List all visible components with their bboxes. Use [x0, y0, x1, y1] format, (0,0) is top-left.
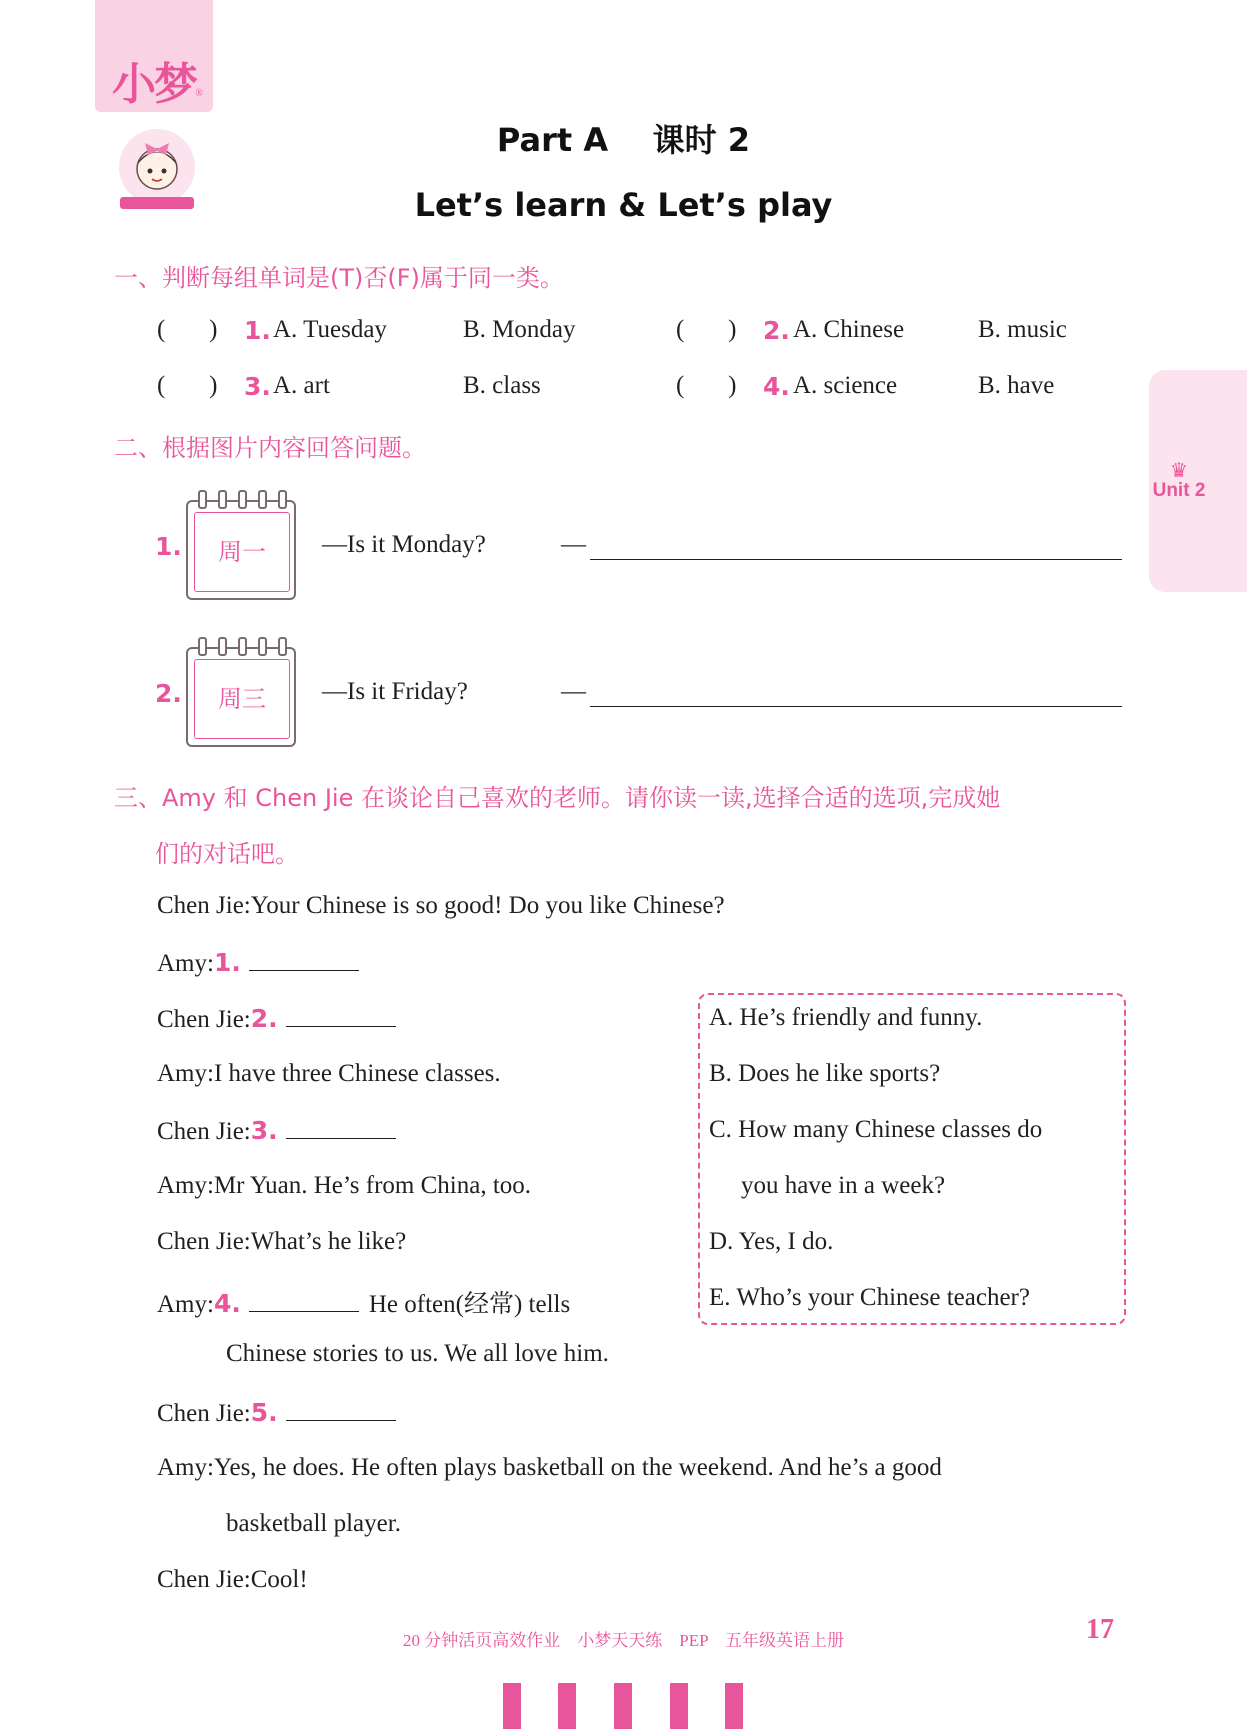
- speaker: Chen Jie:: [157, 1228, 251, 1255]
- dialogue-line-5: [157, 1116, 396, 1146]
- footer-bar: [503, 1683, 521, 1729]
- blank-line-4[interactable]: [249, 1289, 359, 1312]
- s2-question-2: —Is it Friday?: [322, 678, 468, 705]
- speaker: Amy:: [157, 1060, 214, 1087]
- s1-item-1-b: B. Monday: [463, 316, 576, 343]
- option-e: E. Who’s your Chinese teacher?: [709, 1284, 1030, 1311]
- s1-item-2-num: 2.: [763, 316, 790, 345]
- lesson-title: Part A 课时 2: [496, 121, 751, 159]
- blank-number: 4.: [213, 1289, 241, 1318]
- option-d: D. Yes, I do.: [709, 1228, 834, 1255]
- dialogue-text: Cool!: [250, 1566, 308, 1593]
- dialogue-line-10-cont: basketball player.: [226, 1510, 401, 1537]
- speaker: Chen Jie:: [157, 892, 251, 919]
- s1-item-2-paren[interactable]: ( ): [676, 316, 737, 343]
- s1-item-4-num: 4.: [763, 372, 790, 401]
- dialogue-line-1: [157, 892, 725, 920]
- speaker: Chen Jie:: [157, 1566, 251, 1593]
- dialogue-text: Mr Yuan. He’s from China, too.: [213, 1172, 532, 1199]
- page-number: 17: [1086, 1614, 1114, 1645]
- blank-line-1[interactable]: [249, 948, 359, 971]
- option-b: B. Does he like sports?: [709, 1060, 941, 1087]
- dialogue-line-2: [157, 948, 359, 978]
- s1-item-4-paren[interactable]: ( ): [676, 372, 737, 399]
- footer-bar: [614, 1683, 632, 1729]
- speaker: Chen Jie:: [157, 1400, 251, 1427]
- s1-item-2-b: B. music: [978, 316, 1067, 343]
- footer-bar: [558, 1683, 576, 1729]
- s2-answer-dash-2: —: [561, 678, 586, 705]
- s1-item-3-a: A. art: [273, 372, 330, 399]
- dialogue-text: He often(经常) tells: [368, 1291, 571, 1318]
- blank-line-2[interactable]: [286, 1004, 396, 1027]
- option-c-cont: you have in a week?: [741, 1172, 946, 1199]
- unit-side-tab: [1149, 370, 1247, 592]
- lesson-subtitle: Let’s learn & Let’s play: [414, 186, 833, 224]
- blank-number: 5.: [250, 1398, 278, 1427]
- footer-text: 20 分钟活页高效作业 小梦天天练 PEP 五年级英语上册: [403, 1631, 844, 1650]
- s1-item-4-b: B. have: [978, 372, 1055, 399]
- dialogue-line-9: [157, 1398, 396, 1428]
- s1-item-3-num: 3.: [244, 372, 271, 401]
- speaker: Amy:: [157, 1454, 214, 1481]
- dialogue-line-8-cont: Chinese stories to us. We all love him.: [226, 1340, 609, 1367]
- blank-number: 1.: [213, 948, 241, 977]
- s2-answer-line-2[interactable]: [590, 678, 1122, 707]
- option-c: C. How many Chinese classes do: [709, 1116, 1043, 1143]
- dialogue-text: I have three Chinese classes.: [213, 1060, 501, 1087]
- s1-item-4-a: A. science: [793, 372, 898, 399]
- section-1-heading: 一、判断每组单词是(T)否(F)属于同一类。: [114, 264, 564, 292]
- section-3-heading-line-2: 们的对话吧。: [155, 840, 299, 868]
- dialogue-text: Your Chinese is so good! Do you like Chinese?: [250, 892, 725, 919]
- registered-mark: ®: [195, 88, 203, 99]
- calendar-rings-icon: [190, 490, 290, 510]
- s1-item-1-num: 1.: [244, 316, 271, 345]
- crown-icon: ♛: [1170, 460, 1188, 482]
- dialogue-line-3: [157, 1004, 396, 1034]
- dialogue-line-4: [157, 1060, 501, 1088]
- s2-answer-dash-1: —: [561, 531, 586, 558]
- speaker: Amy:: [157, 1291, 214, 1318]
- footer-bar: [725, 1683, 743, 1729]
- section-2-heading: 二、根据图片内容回答问题。: [114, 434, 426, 462]
- dialogue-text: Yes, he does. He often plays basketball on the weekend. And he’s a good: [213, 1454, 942, 1481]
- speaker: Chen Jie:: [157, 1006, 251, 1033]
- unit-label: Unit 2: [1152, 480, 1206, 501]
- s1-item-3-b: B. class: [463, 372, 541, 399]
- section-3-heading-line-1: 三、Amy 和 Chen Jie 在谈论自己喜欢的老师。请你读一读,选择合适的选项,完成她: [114, 784, 1001, 812]
- speaker: Amy:: [157, 950, 214, 977]
- s2-item-1-num: 1.: [155, 532, 182, 561]
- blank-number: 3.: [250, 1116, 278, 1145]
- s2-item-2-num: 2.: [155, 679, 182, 708]
- speaker: Chen Jie:: [157, 1118, 251, 1145]
- dialogue-line-8: [157, 1284, 570, 1320]
- brand-logo-tab: [95, 0, 213, 112]
- s1-item-1-a: A. Tuesday: [273, 316, 387, 343]
- blank-line-5[interactable]: [286, 1398, 396, 1421]
- calendar-label: 周一: [194, 512, 290, 592]
- s1-item-3-paren[interactable]: ( ): [157, 372, 218, 399]
- options-box: [698, 993, 1126, 1325]
- footer-bar: [670, 1683, 688, 1729]
- dialogue-text: What’s he like?: [250, 1228, 407, 1255]
- s1-item-2-a: A. Chinese: [793, 316, 905, 343]
- s1-item-1-paren[interactable]: ( ): [157, 316, 218, 343]
- dialogue-line-10: [157, 1454, 1137, 1482]
- calendar-label: 周三: [194, 659, 290, 739]
- dialogue-line-6: [157, 1172, 531, 1200]
- blank-number: 2.: [250, 1004, 278, 1033]
- calendar-monday: [186, 490, 294, 598]
- dialogue-line-7: [157, 1228, 406, 1256]
- blank-line-3[interactable]: [286, 1116, 396, 1139]
- brand-logo: 小梦: [112, 59, 196, 110]
- calendar-wednesday: [186, 637, 294, 745]
- calendar-rings-icon: [190, 637, 290, 657]
- speaker: Amy:: [157, 1172, 214, 1199]
- dialogue-line-11: [157, 1566, 308, 1594]
- s2-answer-line-1[interactable]: [590, 531, 1122, 560]
- s2-question-1: —Is it Monday?: [322, 531, 486, 558]
- option-a: A. He’s friendly and funny.: [709, 1004, 983, 1031]
